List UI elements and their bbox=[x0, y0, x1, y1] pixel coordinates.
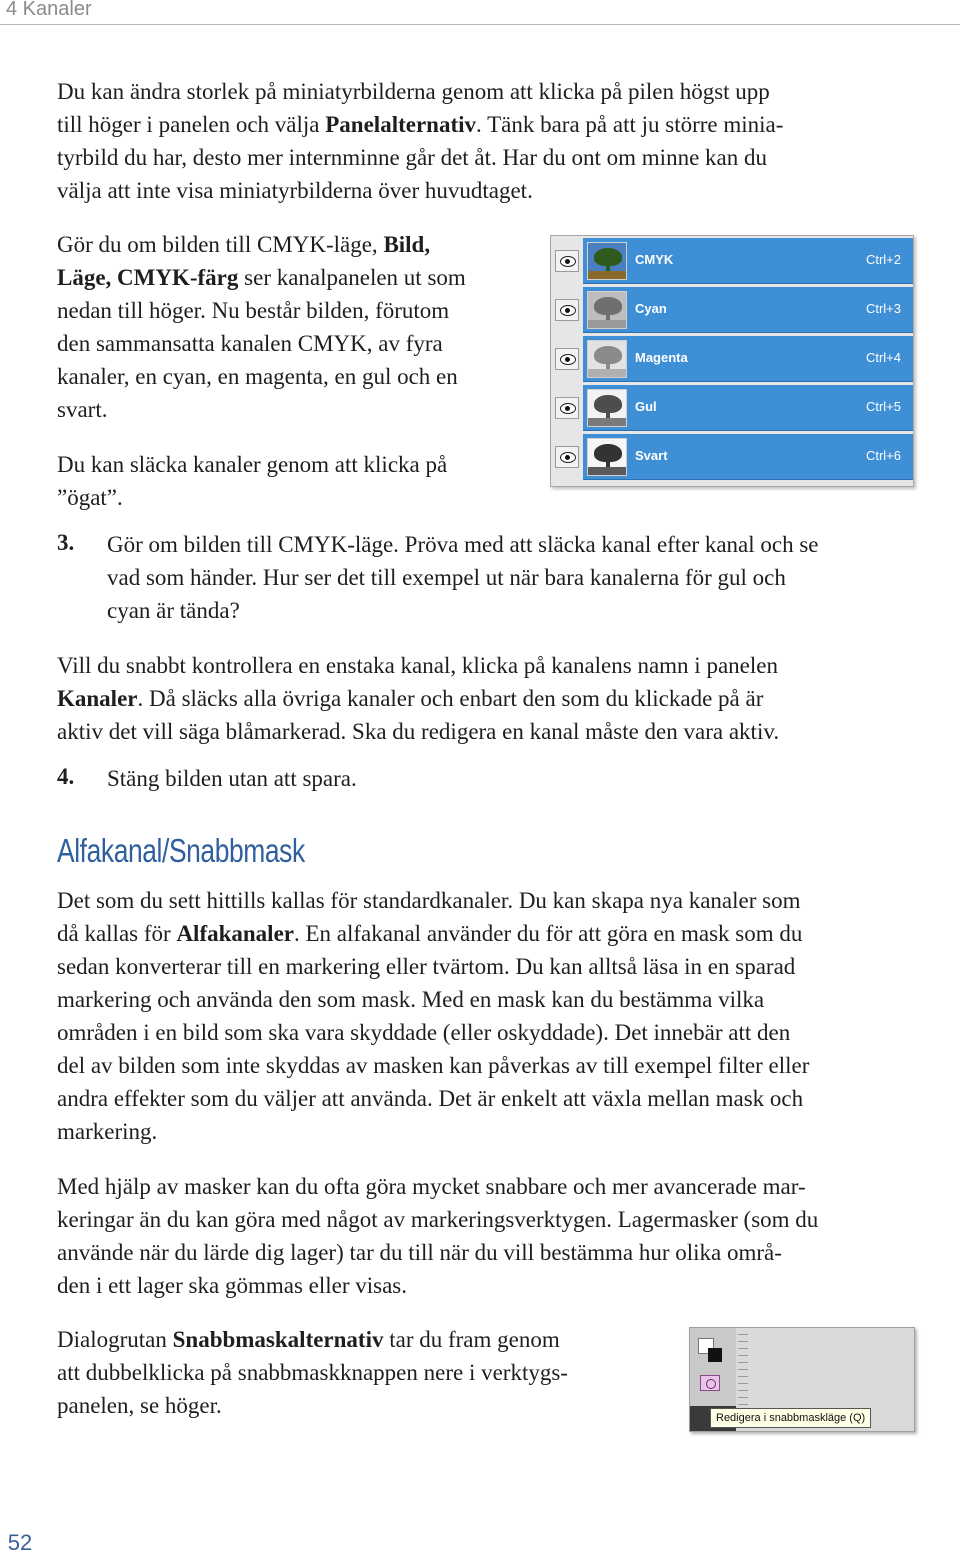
eye-icon[interactable] bbox=[555, 397, 579, 419]
dialog-line-3: panelen, se höger. bbox=[57, 1393, 222, 1418]
step-4-text: Stäng bilden utan att spara. bbox=[107, 766, 357, 791]
eye-line-2: ”ögat”. bbox=[57, 485, 123, 510]
quickmask-tooltip: Redigera i snabbmaskläge (Q) bbox=[710, 1408, 871, 1428]
channel-row-cyan[interactable] bbox=[551, 287, 913, 333]
single-line-2: Kanaler. Då släcks alla övriga kanaler och enbart den som du klickade på är bbox=[57, 686, 764, 711]
channel-thumbnail bbox=[587, 242, 627, 280]
channel-highlight bbox=[583, 385, 913, 431]
eye-line-1: Du kan släcka kanaler genom att klicka på bbox=[57, 452, 448, 477]
single-line-1: Vill du snabbt kontrollera en enstaka kanal, klicka på kanalens namn i panelen bbox=[57, 653, 778, 678]
step-3-line-3: cyan är tända? bbox=[107, 598, 240, 623]
channel-shortcut: Ctrl+4 bbox=[865, 350, 901, 365]
channel-row-cmyk[interactable] bbox=[551, 238, 913, 284]
single-line-3: aktiv det vill säga blåmarkerad. Ska du redigera en kanal måste den vara aktiv. bbox=[57, 719, 780, 744]
quickmask-icon bbox=[706, 1379, 716, 1389]
channel-name: CMYK bbox=[635, 252, 674, 267]
alpha-line-1: Det som du sett hittills kallas för standardkanaler. Du kan skapa nya kanaler som bbox=[57, 888, 801, 913]
channel-highlight bbox=[583, 336, 913, 382]
header-rule bbox=[0, 24, 960, 25]
channel-highlight bbox=[583, 434, 913, 480]
thumbnail-ground bbox=[588, 369, 626, 377]
alpha-line-8: markering. bbox=[57, 1119, 158, 1144]
eye-icon[interactable] bbox=[555, 348, 579, 370]
foreground-color-swatch bbox=[708, 1348, 722, 1362]
step-3-line-1: Gör om bilden till CMYK-läge. Pröva med att släcka kanal efter kanal och se bbox=[107, 532, 819, 557]
section-heading: Alfakanal/Snabbmask bbox=[57, 832, 305, 869]
mask-line-3: använde när du lärde dig lager) tar du till när du vill bestämma hur olika områ- bbox=[57, 1240, 782, 1265]
cmyk-line-3: nedan till höger. Nu består bilden, förutom bbox=[57, 298, 450, 323]
intro-line-3: tyrbild du har, desto mer internminne går det åt. Har du ont om minne kan du bbox=[57, 145, 767, 170]
eye-icon[interactable] bbox=[555, 250, 579, 272]
step-3-number: 3. bbox=[57, 530, 75, 555]
channel-name: Cyan bbox=[635, 301, 667, 316]
channel-thumbnail bbox=[587, 438, 627, 476]
quickmask-screenshot bbox=[689, 1327, 915, 1432]
thumbnail-ground bbox=[588, 467, 626, 475]
channel-thumbnail bbox=[587, 291, 627, 329]
chapter-title: 4 Kanaler bbox=[6, 0, 92, 20]
cmyk-line-6: svart. bbox=[57, 397, 108, 422]
step-4-number: 4. bbox=[57, 764, 75, 789]
channel-shortcut: Ctrl+6 bbox=[865, 448, 901, 463]
channel-row-magenta[interactable] bbox=[551, 336, 913, 382]
alpha-line-5: områden i en bild som ska vara skyddade (eller oskyddade). Det innebär att den bbox=[57, 1020, 791, 1045]
channel-row-gul[interactable] bbox=[551, 385, 913, 431]
intro-line-1: Du kan ändra storlek på miniatyrbilderna genom att klicka på pilen högst upp bbox=[57, 79, 770, 104]
step-3-line-2: vad som händer. Hur ser det till exempel ut när bara kanalerna för gul och bbox=[107, 565, 786, 590]
alpha-line-4: markering och använda den som mask. Med en mask kan du bestämma vilka bbox=[57, 987, 765, 1012]
alpha-line-3: sedan konverterar till en markering eller tvärtom. Du kan alltså läsa in en sparad bbox=[57, 954, 796, 979]
mask-line-2: keringar än du kan göra med något av markeringsverktygen. Lagermasker (som du bbox=[57, 1207, 819, 1232]
thumbnail-ground bbox=[588, 320, 626, 328]
page-number: 52 bbox=[7, 1530, 33, 1555]
intro-line-2: till höger i panelen och välja Panelalternativ. Tänk bara på att ju större minia- bbox=[57, 112, 784, 137]
channel-highlight bbox=[583, 238, 913, 284]
intro-line-4: välja att inte visa miniatyrbilderna över huvudtaget. bbox=[57, 178, 533, 203]
channel-thumbnail bbox=[587, 389, 627, 427]
eye-icon[interactable] bbox=[555, 446, 579, 468]
channel-name: Magenta bbox=[635, 350, 688, 365]
dialog-line-1: Dialogrutan Snabbmaskalternativ tar du fram genom bbox=[57, 1327, 560, 1352]
channels-panel bbox=[550, 235, 914, 487]
channel-shortcut: Ctrl+2 bbox=[865, 252, 901, 267]
alpha-line-6: del av bilden som inte skyddas av masken kan påverkas av till exempel filter eller bbox=[57, 1053, 810, 1078]
alpha-line-7: andra effekter som du väljer att använda. Det är enkelt att växla mellan mask och bbox=[57, 1086, 804, 1111]
channel-name: Gul bbox=[635, 399, 657, 414]
channel-name: Svart bbox=[635, 448, 668, 463]
mask-line-4: den i ett lager ska gömmas eller visas. bbox=[57, 1273, 408, 1298]
quickmask-button[interactable] bbox=[700, 1375, 720, 1391]
channel-highlight bbox=[583, 287, 913, 333]
channel-row-svart[interactable] bbox=[551, 434, 913, 480]
thumbnail-ground bbox=[588, 271, 626, 279]
dialog-line-2: att dubbelklicka på snabbmaskknappen nere i verktygs- bbox=[57, 1360, 568, 1385]
cmyk-line-1: Gör du om bilden till CMYK-läge, Bild, bbox=[57, 232, 431, 257]
channel-shortcut: Ctrl+3 bbox=[865, 301, 901, 316]
channel-thumbnail bbox=[587, 340, 627, 378]
cmyk-line-4: den sammansatta kanalen CMYK, av fyra bbox=[57, 331, 443, 356]
eye-icon[interactable] bbox=[555, 299, 579, 321]
alpha-line-2: då kallas för Alfakanaler. En alfakanal använder du för att göra en mask som du bbox=[57, 921, 803, 946]
channel-shortcut: Ctrl+5 bbox=[865, 399, 901, 414]
thumbnail-ground bbox=[588, 418, 626, 426]
mask-line-1: Med hjälp av masker kan du ofta göra mycket snabbare och mer avancerade mar- bbox=[57, 1174, 806, 1199]
cmyk-line-2: Läge, CMYK-färg ser kanalpanelen ut som bbox=[57, 265, 466, 290]
cmyk-line-5: kanaler, en cyan, en magenta, en gul och en bbox=[57, 364, 458, 389]
